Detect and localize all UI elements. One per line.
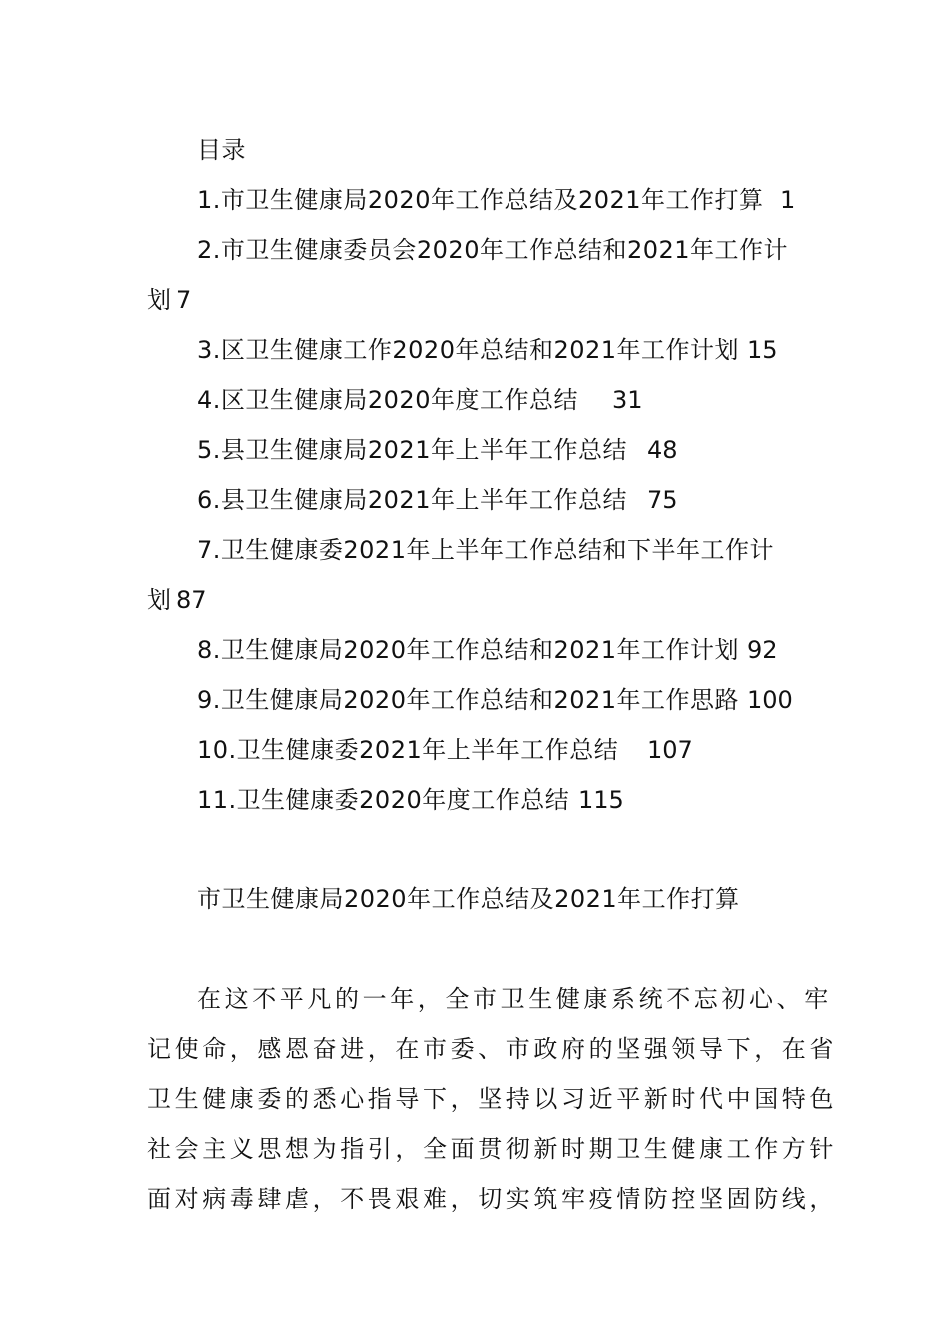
- body-line: 面对病毒肆虐，不畏艰难，切实筑牢疫情防控坚固防线，: [147, 1185, 837, 1213]
- toc-item[interactable]: [0, 184, 950, 216]
- toc-item-page: 115: [578, 786, 624, 814]
- toc-item[interactable]: [0, 434, 950, 466]
- toc-item-page: 48: [647, 436, 678, 464]
- toc-item-page: 107: [647, 736, 693, 764]
- toc-item[interactable]: [0, 534, 950, 566]
- toc-heading: 目录: [197, 136, 246, 164]
- toc-item-page: 100: [747, 686, 793, 714]
- toc-item-title: 10.卫生健康委2021年上半年工作总结: [197, 736, 619, 764]
- toc-item[interactable]: [0, 234, 950, 266]
- toc-item[interactable]: [0, 684, 950, 716]
- toc-item-page: 87: [176, 586, 207, 614]
- toc-item-page: 31: [612, 386, 643, 414]
- toc-item-title: 9.卫生健康局2020年工作总结和2021年工作思路: [197, 686, 740, 714]
- toc-item-title: 1.市卫生健康局2020年工作总结及2021年工作打算: [197, 186, 764, 214]
- toc-item-title: 11.卫生健康委2020年度工作总结: [197, 786, 570, 814]
- toc-item-title: 5.县卫生健康局2021年上半年工作总结: [197, 436, 627, 464]
- toc-item-page: 1: [780, 186, 796, 214]
- toc-item-page: 15: [747, 336, 778, 364]
- toc-item-title-wrap: 划: [147, 586, 172, 614]
- toc-item[interactable]: [0, 634, 950, 666]
- toc-item-continuation[interactable]: [0, 284, 950, 316]
- toc-item[interactable]: [0, 384, 950, 416]
- toc-item-title: 6.县卫生健康局2021年上半年工作总结: [197, 486, 627, 514]
- body-line: 记使命，感恩奋进，在市委、市政府的坚强领导下，在省: [147, 1035, 837, 1063]
- toc-item-continuation[interactable]: [0, 584, 950, 616]
- toc-item[interactable]: [0, 734, 950, 766]
- toc-item[interactable]: [0, 484, 950, 516]
- toc-item-title: 4.区卫生健康局2020年度工作总结: [197, 386, 578, 414]
- toc-item-page: 75: [647, 486, 678, 514]
- toc-item-title-wrap: 划: [147, 286, 172, 314]
- toc-item-title: 3.区卫生健康工作2020年总结和2021年工作计划: [197, 336, 740, 364]
- toc-item-title: 7.卫生健康委2021年上半年工作总结和下半年工作计: [197, 536, 774, 564]
- toc-item[interactable]: [0, 334, 950, 366]
- body-line: 卫生健康委的悉心指导下，坚持以习近平新时代中国特色: [147, 1085, 837, 1113]
- body-line: 社会主义思想为指引，全面贯彻新时期卫生健康工作方针: [147, 1135, 837, 1163]
- toc-item-page: 7: [176, 286, 192, 314]
- toc-item[interactable]: [0, 784, 950, 816]
- article-title: 市卫生健康局2020年工作总结及2021年工作打算: [197, 885, 740, 913]
- toc-item-page: 92: [747, 636, 778, 664]
- toc-item-title: 8.卫生健康局2020年工作总结和2021年工作计划: [197, 636, 740, 664]
- toc-item-title: 2.市卫生健康委员会2020年工作总结和2021年工作计: [197, 236, 789, 264]
- body-line: 在这不平凡的一年，全市卫生健康系统不忘初心、牢: [197, 985, 832, 1013]
